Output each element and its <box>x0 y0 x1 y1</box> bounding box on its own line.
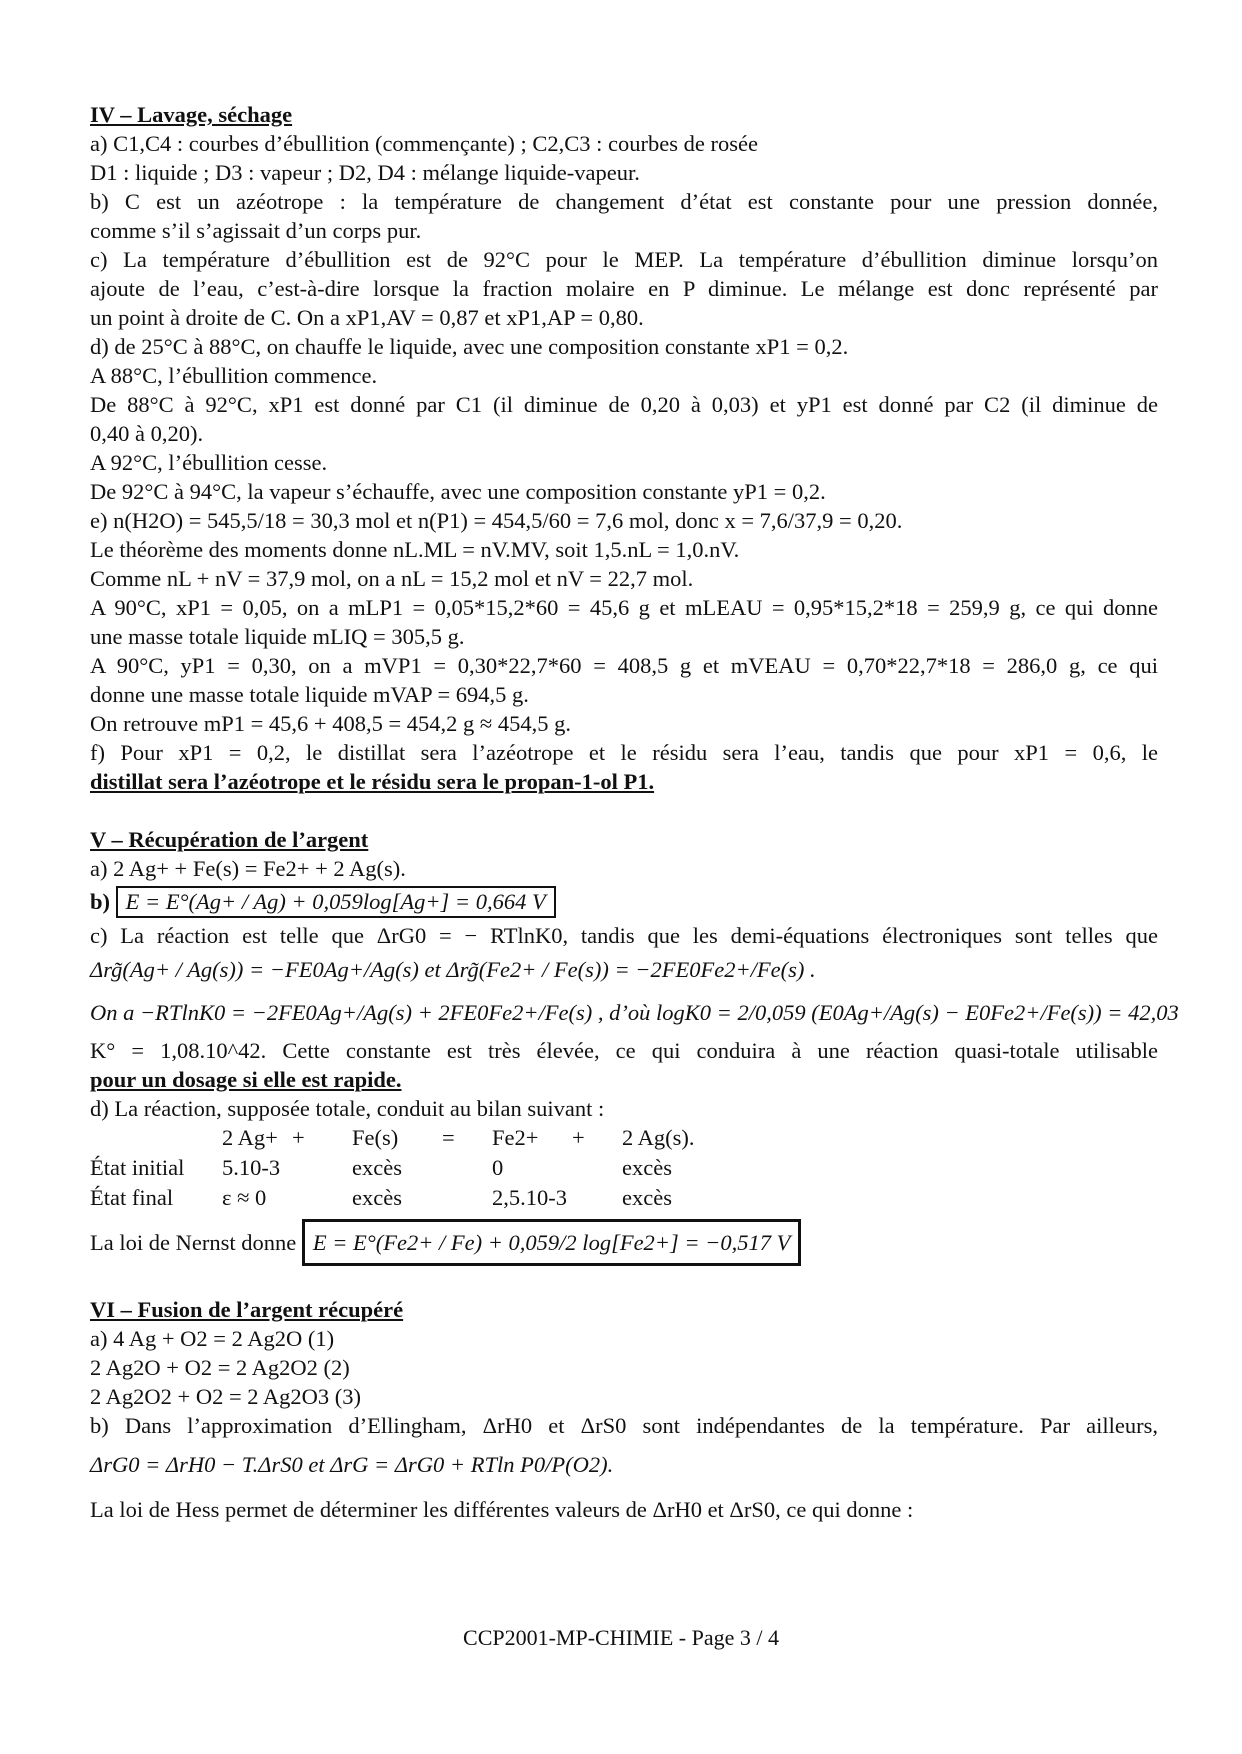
iv-b-line1: b) C est un azéotrope : la température de changement d’état est constante pour une pression donnée, <box>90 189 1158 214</box>
bilan-cell: excès <box>622 1155 672 1180</box>
nernst-equation-box: E = E°(Fe2+ / Fe) + 0,059/2 log[Fe2+] = −0,517 V <box>302 1219 802 1266</box>
v-c-line2: Δrg̃(Ag+ / Ag(s)) = −FE0Ag+/Ag(s) et Δrg̃(Fe2+ / Fe(s)) = −2FE0Fe2+/Fe(s) . <box>90 957 816 982</box>
iv-c-line3: un point à droite de C. On a xP1,AV = 0,87 et xP1,AP = 0,80. <box>90 305 644 330</box>
nernst-row <box>90 1219 1158 1266</box>
bilan-cell: excès <box>352 1185 402 1210</box>
iv-f-line1: f) Pour xP1 = 0,2, le distillat sera l’azéotrope et le résidu sera l’eau, tandis que pour xP1 = 0,6, le <box>90 740 1158 765</box>
bilan-row <box>90 1183 742 1213</box>
bilan-cell: 2 Ag+ <box>222 1125 278 1150</box>
iv-c-line2: ajoute de l’eau, c’est-à-dire lorsque la fraction molaire en P diminue. Le mélange est donc représenté par <box>90 276 1158 301</box>
vi-a-line1: a) 4 Ag + O2 = 2 Ag2O (1) <box>90 1326 335 1351</box>
vi-a-line2: 2 Ag2O + O2 = 2 Ag2O2 (2) <box>90 1355 350 1380</box>
bilan-cell <box>292 1153 352 1183</box>
bilan-cell: ε ≈ 0 <box>222 1185 267 1210</box>
bilan-cell: excès <box>352 1155 402 1180</box>
bilan-cell: État final <box>90 1185 174 1210</box>
vi-a-line3: 2 Ag2O2 + O2 = 2 Ag2O3 (3) <box>90 1384 361 1409</box>
iv-b-line2: comme s’il s’agissait d’un corps pur. <box>90 218 422 243</box>
v-b-equation-box: E = E°(Ag+ / Ag) + 0,059log[Ag+] = 0,664 V <box>116 886 556 918</box>
bilan-cell <box>90 1123 222 1153</box>
iv-d-line5: A 92°C, l’ébullition cesse. <box>90 450 328 475</box>
iv-e-line3: Comme nL + nV = 37,9 mol, on a nL = 15,2 mol et nV = 22,7 mol. <box>90 566 694 591</box>
iv-d-line6: De 92°C à 94°C, la vapeur s’échauffe, avec une composition constante yP1 = 0,2. <box>90 479 826 504</box>
iv-d-line2: A 88°C, l’ébullition commence. <box>90 363 378 388</box>
bilan-cell: 2,5.10-3 <box>492 1185 567 1210</box>
iv-d-line1: d) de 25°C à 88°C, on chauffe le liquide, avec une composition constante xP1 = 0,2. <box>90 334 849 359</box>
spacer <box>90 796 1158 825</box>
spacer <box>90 1266 1158 1295</box>
document-body <box>90 100 1179 1530</box>
bilan-cell <box>292 1183 352 1213</box>
bilan-cell: + <box>292 1125 305 1150</box>
bilan-cell: Fe2+ <box>492 1125 539 1150</box>
nernst-label: La loi de Nernst donne <box>90 1230 297 1255</box>
iv-d-line3: De 88°C à 92°C, xP1 est donné par C1 (il diminue de 0,20 à 0,03) et yP1 est donné par C2 (il diminue de <box>90 392 1158 417</box>
iv-e-line4: A 90°C, xP1 = 0,05, on a mLP1 = 0,05*15,2*60 = 45,6 g et mLEAU = 0,95*15,2*18 = 259,9 g, ce qui donne <box>90 595 1158 620</box>
iv-a-line1: a) C1,C4 : courbes d’ébullition (commençante) ; C2,C3 : courbes de rosée <box>90 131 758 156</box>
vi-b-line3: La loi de Hess permet de déterminer les différentes valeurs de ΔrH0 et ΔrS0, ce qui donne : <box>90 1497 914 1522</box>
iv-f-line2: distillat sera l’azéotrope et le résidu sera le propan-1-ol P1. <box>90 769 655 794</box>
iv-e-line6: A 90°C, yP1 = 0,30, on a mVP1 = 0,30*22,7*60 = 408,5 g et mVEAU = 0,70*22,7*18 = 286,0 g, ce qui <box>90 653 1158 678</box>
v-b-row <box>90 886 1158 918</box>
bilan-cell: + <box>572 1125 585 1150</box>
iv-e-line5: une masse totale liquide mLIQ = 305,5 g. <box>90 624 465 649</box>
bilan-row <box>90 1153 742 1183</box>
v-k-line1: K° = 1,08.10^42. Cette constante est très élevée, ce qui conduira à une réaction quasi-totale utilisable <box>90 1038 1158 1063</box>
bilan-cell: Fe(s) <box>352 1125 399 1150</box>
bilan-cell: 2 Ag(s). <box>622 1125 695 1150</box>
iv-c-line1: c) La température d’ébullition est de 92°C pour le MEP. La température d’ébullition diminue lorsqu’on <box>90 247 1158 272</box>
bilan-cell <box>442 1153 492 1183</box>
iv-a-line2: D1 : liquide ; D3 : vapeur ; D2, D4 : mélange liquide-vapeur. <box>90 160 640 185</box>
bilan-cell: = <box>442 1125 455 1150</box>
iv-e-line7: donne une masse totale liquide mVAP = 694,5 g. <box>90 682 529 707</box>
v-k-line2: pour un dosage si elle est rapide. <box>90 1067 402 1092</box>
section-iv-title: IV – Lavage, séchage <box>90 102 293 127</box>
iv-e-line1: e) n(H2O) = 545,5/18 = 30,3 mol et n(P1) = 454,5/60 = 7,6 mol, donc x = 7,6/37,9 = 0,20. <box>90 508 903 533</box>
page-footer: CCP2001-MP-CHIMIE - Page 3 / 4 <box>463 1625 779 1650</box>
vi-b-line2: ΔrG0 = ΔrH0 − T.ΔrS0 et ΔrG = ΔrG0 + RTln P0/P(O2). <box>90 1452 614 1477</box>
iv-e-line2: Le théorème des moments donne nL.ML = nV.MV, soit 1,5.nL = 1,0.nV. <box>90 537 740 562</box>
bilan-cell: excès <box>622 1185 672 1210</box>
bilan-cell <box>572 1183 622 1213</box>
bilan-cell: 5.10-3 <box>222 1155 281 1180</box>
bilan-cell: 0 <box>492 1155 504 1180</box>
bilan-table <box>90 1123 742 1213</box>
v-c-line1: c) La réaction est telle que ΔrG0 = − RTlnK0, tandis que les demi-équations électroniques sont telles que <box>90 923 1158 948</box>
vi-b-line1: b) Dans l’approximation d’Ellingham, ΔrH0 et ΔrS0 sont indépendantes de la température. Par ailleurs, <box>90 1413 1158 1438</box>
v-b-label: b) <box>90 889 111 914</box>
section-v-title: V – Récupération de l’argent <box>90 827 369 852</box>
iv-e-line8: On retrouve mP1 = 45,6 + 408,5 = 454,2 g ≈ 454,5 g. <box>90 711 572 736</box>
v-d-line1: d) La réaction, supposée totale, conduit au bilan suivant : <box>90 1096 605 1121</box>
v-a-line: a) 2 Ag+ + Fe(s) = Fe2+ + 2 Ag(s). <box>90 856 406 881</box>
bilan-header-row <box>90 1123 742 1153</box>
v-c-line3: On a −RTlnK0 = −2FE0Ag+/Ag(s) + 2FE0Fe2+/Fe(s) , d’où logK0 = 2/0,059 (E0Ag+/Ag(s) − E0Fe2+/Fe(s)) = 42,03 <box>90 1000 1179 1025</box>
bilan-cell: État initial <box>90 1155 185 1180</box>
bilan-cell <box>572 1153 622 1183</box>
iv-d-line4: 0,40 à 0,20). <box>90 421 204 446</box>
section-vi-title: VI – Fusion de l’argent récupéré <box>90 1297 404 1322</box>
bilan-cell <box>442 1183 492 1213</box>
